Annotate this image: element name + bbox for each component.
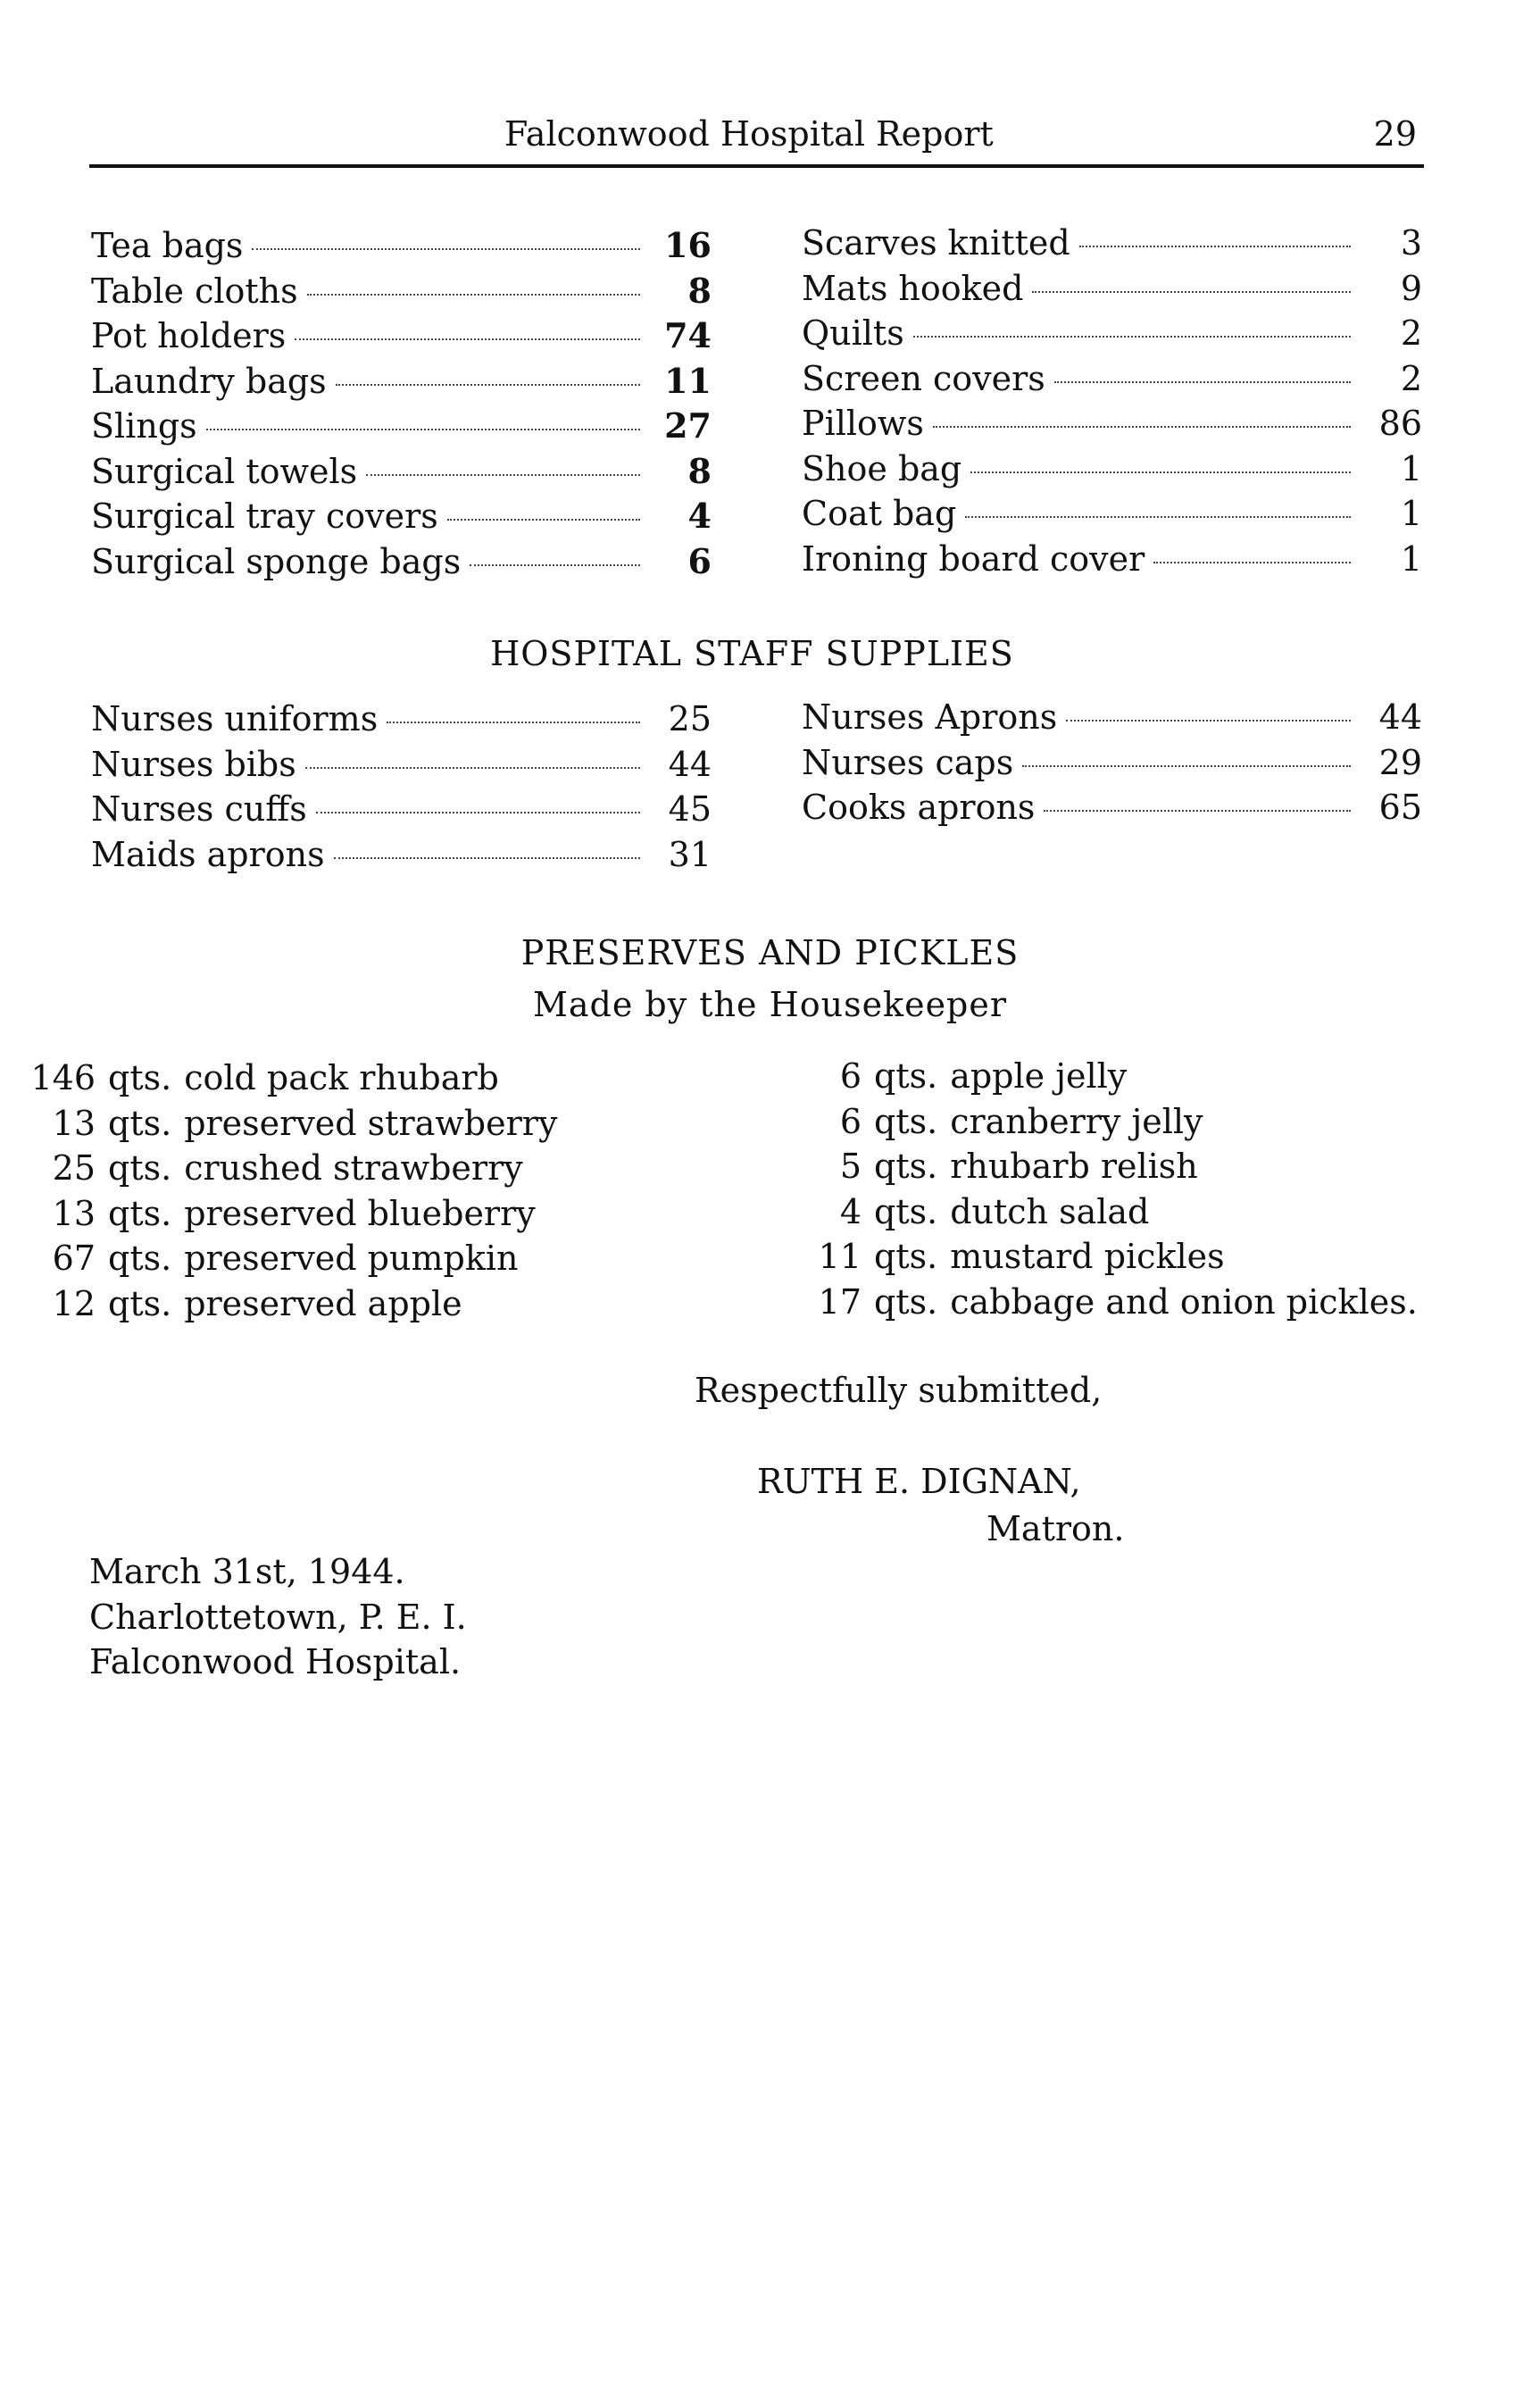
dot-leader	[366, 474, 640, 476]
preserve-item: apple jelly	[950, 1056, 1128, 1096]
supply-row	[802, 539, 1422, 585]
preserve-unit: qts.	[874, 1191, 938, 1231]
supply-row	[91, 835, 712, 880]
dot-leader	[336, 384, 640, 386]
signatory-position: Matron.	[986, 1509, 1125, 1548]
supply-row	[802, 359, 1422, 405]
preserve-item: preserved strawberry	[184, 1103, 558, 1143]
report-city: Charlottetown, P. E. I.	[89, 1597, 467, 1637]
supply-row	[91, 225, 712, 271]
page-header	[89, 114, 1424, 168]
preserve-quantity: 146	[30, 1058, 96, 1097]
preserve-quantity: 5	[839, 1147, 862, 1186]
item-count: 44	[668, 744, 712, 784]
preserve-item: rhubarb relish	[950, 1147, 1198, 1186]
supply-row	[91, 541, 712, 587]
preserves-left-list	[11, 1058, 557, 1329]
item-label: Slings	[91, 406, 197, 446]
dot-leader	[1044, 810, 1351, 812]
preserve-item: mustard pickles	[950, 1237, 1225, 1276]
preserve-row	[11, 1239, 557, 1284]
dot-leader	[1054, 381, 1351, 383]
item-label: Scarves knitted	[802, 223, 1070, 263]
item-label: Laundry bags	[91, 361, 327, 401]
item-label: Mats hooked	[802, 268, 1024, 308]
supply-row	[91, 271, 712, 316]
preserve-item: preserved apple	[184, 1283, 462, 1323]
item-label: Pot holders	[91, 316, 287, 355]
dot-leader	[387, 722, 640, 723]
preserve-row	[777, 1102, 1418, 1147]
preserve-unit: qts.	[108, 1148, 172, 1188]
item-count: 27	[664, 405, 712, 446]
item-label: Nurses Aprons	[802, 697, 1058, 737]
item-count: 8	[687, 450, 712, 491]
supply-row	[802, 697, 1422, 743]
preserve-unit: qts.	[874, 1237, 938, 1276]
supply-row	[91, 315, 712, 361]
preserves-right-list	[777, 1056, 1418, 1327]
dot-leader	[933, 426, 1351, 428]
preserve-unit: qts.	[108, 1103, 172, 1143]
preserve-quantity: 17	[818, 1281, 862, 1322]
preserve-item: preserved pumpkin	[184, 1239, 519, 1278]
preserves-subheading: Made by the Housekeeper	[532, 985, 1008, 1024]
supply-row	[91, 451, 712, 496]
item-count: 9	[1400, 268, 1422, 308]
item-count: 1	[1400, 494, 1422, 533]
preserve-item: crushed strawberry	[184, 1148, 523, 1188]
preserve-row	[11, 1148, 557, 1194]
preserve-quantity: 11	[818, 1237, 862, 1276]
staff-left-list	[91, 699, 712, 880]
item-label: Surgical towels	[91, 451, 358, 491]
preserve-row	[777, 1056, 1418, 1102]
item-label: Screen covers	[802, 358, 1045, 398]
signatory-name: RUTH E. DIGNAN,	[757, 1462, 1081, 1501]
preserve-item: cold pack rhubarb	[184, 1058, 499, 1097]
item-label: Surgical tray covers	[91, 496, 438, 536]
item-count: 2	[1400, 313, 1422, 353]
preserve-row	[11, 1104, 557, 1149]
dot-leader	[305, 767, 640, 769]
supply-row	[802, 494, 1422, 539]
item-label: Cooks aprons	[802, 788, 1036, 827]
preserve-quantity: 25	[52, 1148, 96, 1188]
item-label: Surgical sponge bags	[91, 541, 462, 581]
report-date: March 31st, 1944.	[89, 1552, 405, 1591]
preserve-row	[777, 1282, 1418, 1328]
item-count: 29	[1378, 742, 1422, 782]
supply-row	[802, 404, 1422, 449]
supply-row	[802, 269, 1422, 314]
item-count: 74	[664, 315, 712, 355]
preserve-row	[777, 1192, 1418, 1238]
dot-leader	[252, 248, 640, 250]
dot-leader	[965, 516, 1351, 518]
item-count: 45	[668, 789, 712, 829]
dot-leader	[1066, 720, 1351, 722]
preserve-row	[11, 1058, 557, 1104]
preserve-row	[11, 1284, 557, 1330]
item-label: Quilts	[802, 313, 904, 353]
preserve-row	[11, 1194, 557, 1239]
supply-row	[91, 405, 712, 451]
item-label: Maids aprons	[91, 834, 325, 874]
preserve-quantity: 13	[52, 1103, 96, 1143]
preserve-unit: qts.	[874, 1101, 938, 1141]
supplies-right-list	[802, 223, 1422, 584]
supplies-left-list	[91, 225, 712, 586]
item-count: 4	[687, 496, 712, 536]
item-count: 65	[1378, 788, 1422, 827]
item-label: Table cloths	[91, 271, 298, 311]
supply-row	[91, 361, 712, 406]
item-label: Nurses caps	[802, 742, 1014, 782]
supply-row	[802, 313, 1422, 359]
preserve-quantity: 4	[839, 1191, 862, 1231]
supply-row	[91, 496, 712, 541]
item-label: Shoe bag	[802, 448, 962, 488]
preserve-quantity: 6	[839, 1101, 862, 1141]
preserve-item: cabbage and onion pickles.	[950, 1281, 1418, 1322]
item-count: 31	[668, 834, 712, 874]
page-number: 29	[1373, 114, 1417, 154]
dot-leader	[334, 857, 640, 859]
preserve-item: dutch salad	[950, 1191, 1150, 1231]
dot-leader	[1153, 562, 1351, 563]
respectfully-submitted: Respectfully submitted,	[695, 1371, 1103, 1410]
preserve-row	[777, 1237, 1418, 1282]
item-label: Nurses cuffs	[91, 789, 307, 829]
dot-leader	[206, 429, 640, 430]
preserve-quantity: 67	[52, 1239, 96, 1278]
item-count: 25	[668, 699, 712, 738]
preserve-unit: qts.	[108, 1058, 172, 1097]
item-count: 11	[664, 360, 712, 401]
item-count: 2	[1400, 358, 1422, 398]
item-count: 86	[1378, 404, 1422, 443]
preserve-unit: qts.	[108, 1283, 172, 1323]
item-count: 8	[687, 270, 712, 311]
item-label: Pillows	[802, 404, 924, 443]
preserve-quantity: 6	[839, 1056, 862, 1096]
preserves-heading: PRESERVES AND PICKLES	[520, 933, 1020, 972]
preserve-unit: qts.	[108, 1193, 172, 1233]
dot-leader	[307, 294, 640, 296]
item-label: Nurses bibs	[91, 744, 296, 784]
preserve-quantity: 13	[52, 1193, 96, 1233]
staff-supplies-heading: HOSPITAL STAFF SUPPLIES	[490, 634, 1014, 673]
supply-row	[91, 789, 712, 835]
place-and-date	[89, 1549, 467, 1685]
preserve-unit: qts.	[874, 1056, 938, 1096]
preserve-unit: qts.	[874, 1147, 938, 1186]
dot-leader	[470, 564, 640, 566]
item-label: Ironing board cover	[802, 538, 1145, 579]
preserve-item: preserved blueberry	[184, 1193, 536, 1233]
item-count: 3	[1400, 223, 1422, 263]
item-count: 1	[1400, 538, 1422, 579]
preserve-row	[777, 1147, 1418, 1192]
supply-row	[802, 788, 1422, 833]
staff-right-list	[802, 697, 1422, 833]
preserve-item: cranberry jelly	[950, 1101, 1203, 1141]
item-label: Tea bags	[91, 226, 244, 265]
preserve-quantity: 12	[52, 1283, 96, 1323]
preserve-unit: qts.	[874, 1281, 938, 1322]
supply-row	[802, 743, 1422, 788]
item-label: Coat bag	[802, 494, 957, 533]
item-count: 44	[1378, 697, 1422, 737]
item-count: 1	[1400, 448, 1422, 488]
dot-leader	[447, 519, 640, 521]
supply-row	[91, 699, 712, 745]
supply-row	[91, 745, 712, 790]
item-label: Nurses uniforms	[91, 699, 379, 738]
supply-row	[802, 449, 1422, 495]
dot-leader	[295, 338, 640, 340]
preserve-unit: qts.	[108, 1239, 172, 1278]
item-count: 6	[687, 540, 712, 581]
running-title: Falconwood Hospital Report	[504, 114, 994, 154]
dot-leader	[913, 336, 1351, 338]
report-institution: Falconwood Hospital.	[89, 1642, 462, 1681]
dot-leader	[1022, 765, 1351, 767]
dot-leader	[1032, 291, 1351, 293]
item-count: 16	[664, 225, 712, 265]
supply-row	[802, 223, 1422, 269]
dot-leader	[970, 471, 1351, 473]
dot-leader	[1079, 246, 1351, 247]
dot-leader	[316, 812, 640, 813]
